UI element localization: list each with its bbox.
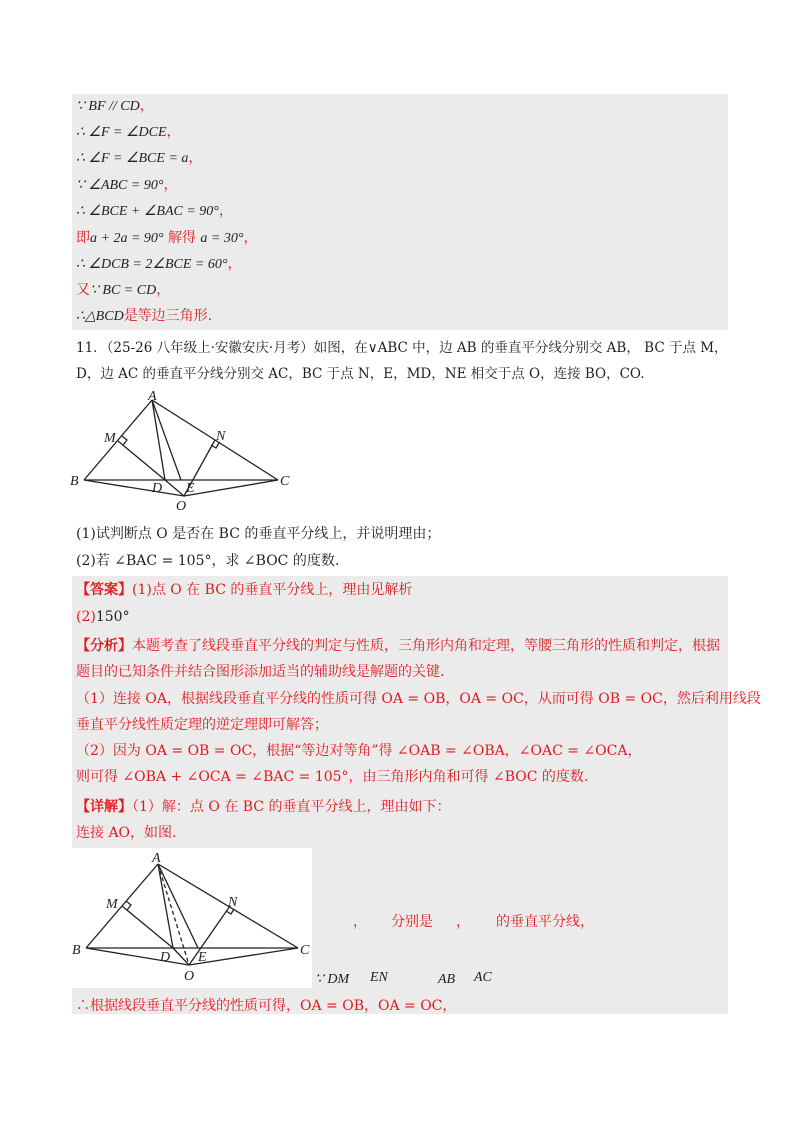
label-D: D [152, 481, 163, 496]
side-math-ab: AB [438, 972, 456, 987]
label-N-2: N [228, 895, 238, 910]
label-O: O [176, 499, 187, 514]
label-C-2: C [300, 943, 310, 958]
label-M: M [104, 431, 116, 446]
side-math-dm: ∵ DM [315, 972, 350, 987]
problem-line-1: 11．（25-26 八年级上·安徽安庆·月考）如图，在∨ABC 中，边 AB 的垂直平分线分别交 AB， BC 于点 M， [76, 340, 728, 356]
detail-line-2: 连接 AO，如图. [76, 825, 177, 841]
analysis-line-6: 则可得 ∠OBA + ∠OCA = ∠BAC = 105°，由三角形内角和可得 ∠BOC 的度数. [76, 769, 589, 785]
label-B: B [70, 474, 79, 489]
side-text-1: 分别是 [391, 914, 433, 930]
label-O-2: O [184, 969, 195, 984]
proof-line-4: ∵ ∠ABC = 90°， [76, 177, 178, 193]
side-math-ac: AC [474, 970, 492, 985]
question-1: (1)试判断点 O 是否在 BC 的垂直平分线上，并说明理由； [76, 526, 441, 542]
label-D-2: D [160, 950, 171, 965]
analysis-line-1: 【分析】本题考查了线段垂直平分线的判定与性质，三角形内角和定理，等腰三角形的性质和判定，根据 [76, 638, 720, 654]
analysis-line-4: 垂直平分线性质定理的逆定理即可解答； [76, 717, 328, 733]
analysis-line-3: （1）连接 OA，根据线段垂直平分线的性质可得 OA = OB，OA = OC，从而可得 OB = OC，然后利用线段 [76, 691, 761, 707]
label-E: E [186, 481, 195, 496]
triangle-figure-1 [70, 388, 300, 516]
detail-line-1: 【详解】（1）解：点 O 在 BC 的垂直平分线上，理由如下： [76, 799, 451, 815]
question-2: (2)若 ∠BAC = 105°，求 ∠BOC 的度数. [76, 553, 340, 569]
proof-line-6: 即a + 2a = 90° 解得 a = 30°， [76, 230, 258, 246]
label-M-2: M [106, 897, 118, 912]
side-text-2: 的垂直平分线， [496, 914, 594, 930]
proof-line-1: ∵ BF // CD， [76, 98, 154, 114]
label-A: A [148, 389, 157, 404]
label-A-2: A [152, 851, 161, 866]
label-B-2: B [72, 943, 81, 958]
proof-line-7: ∴ ∠DCB = 2∠BCE = 60°， [76, 256, 242, 272]
side-comma-1: ， [353, 914, 367, 930]
side-math-en: EN [370, 970, 388, 985]
label-N: N [216, 429, 226, 444]
analysis-line-2: 题目的已知条件并结合图形添加适当的辅助线是解题的关键. [76, 664, 445, 680]
triangle-figure-2 [72, 848, 312, 988]
detail-last-line: ∴根据线段垂直平分线的性质可得，OA = OB，OA = OC， [76, 998, 457, 1014]
side-comma-2: ， [456, 914, 470, 930]
label-E-2: E [198, 950, 207, 965]
analysis-line-5: （2）因为 OA = OB = OC，根据“等边对等角”得 ∠OAB = ∠OBA，∠OAC = ∠OCA， [76, 743, 642, 759]
proof-line-5: ∴ ∠BCE + ∠BAC = 90°， [76, 203, 233, 219]
answer-line-2: (2)150° [76, 609, 130, 625]
problem-line-2: D，边 AC 的垂直平分线分别交 AC，BC 于点 N，E，MD，NE 相交于点 O，连接 BO，CO. [76, 366, 645, 382]
answer-line-1: 【答案】(1)点 O 在 BC 的垂直平分线上，理由见解析 [76, 582, 413, 598]
proof-line-3: ∴ ∠F = ∠BCE = a， [76, 150, 203, 166]
label-C: C [280, 474, 290, 489]
proof-line-9: ∴△BCD是等边三角形. [76, 308, 213, 324]
proof-line-8: 又∵ BC = CD， [76, 282, 171, 298]
proof-line-2: ∴ ∠F = ∠DCE， [76, 124, 181, 140]
